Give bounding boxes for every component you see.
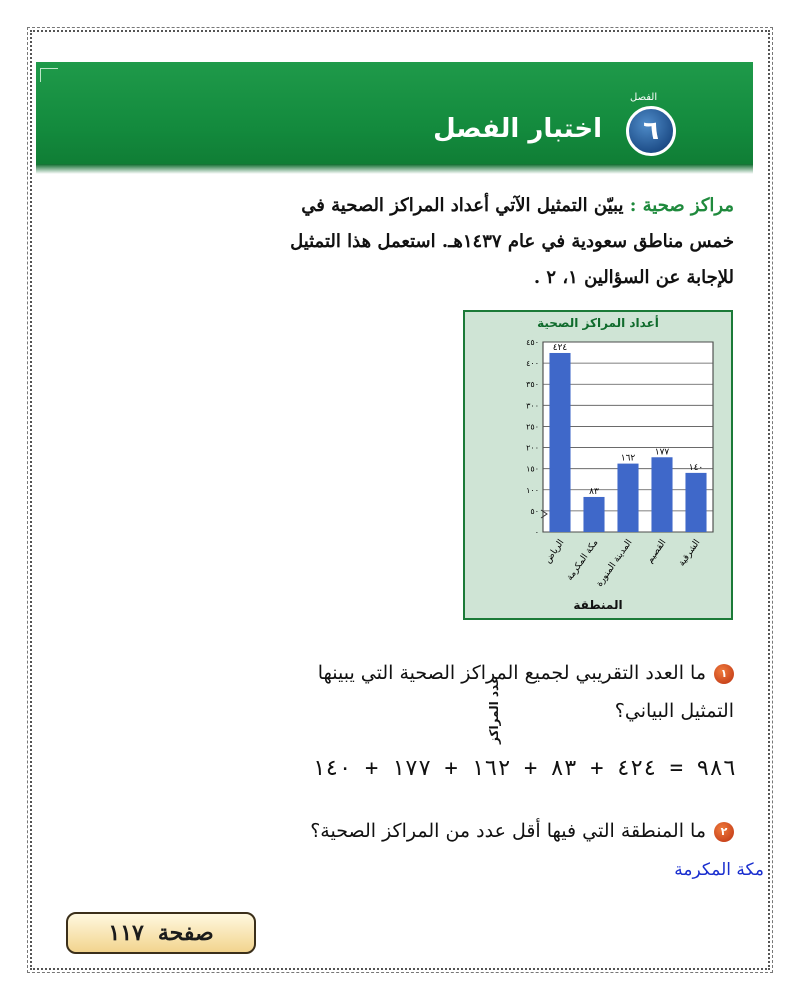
corner-mark: [40, 68, 58, 82]
bar-value-label: ١٧٧: [654, 447, 670, 458]
question-1-number: ١: [714, 664, 734, 684]
x-tick-label: الرياض: [543, 537, 567, 566]
answer-2: مكة المكرمة: [674, 860, 764, 880]
bar: [549, 353, 570, 532]
x-tick-label: الشرقية: [677, 537, 703, 569]
x-tick-label: المدينة المنورة: [594, 537, 635, 589]
bar: [617, 464, 638, 532]
intro-paragraph: [264, 188, 734, 296]
chart-x-axis-label: المنطقة: [573, 598, 623, 612]
y-tick-label: ٢٠٠: [526, 443, 539, 453]
intro-lead: مراكز صحية :: [629, 195, 734, 216]
bar-value-label: ١٦٢: [620, 453, 636, 464]
y-tick-label: ١٠٠: [526, 485, 539, 495]
bar-value-label: ٨٣: [589, 486, 599, 497]
y-tick-label: ٤٥٠: [526, 338, 539, 347]
chapter-number: ٦: [643, 116, 659, 146]
y-tick-label: ٢٥٠: [526, 422, 539, 432]
page-number: ١١٧: [108, 920, 144, 946]
bar-value-label: ٤٢٤: [552, 342, 568, 353]
x-tick-label: مكة المكرمة: [565, 537, 601, 583]
question-1-text: ما العدد التقريبي لجميع المراكز الصحية التي يبينها التمثيل البياني؟: [317, 662, 734, 722]
chart-y-axis-label: عدد المراكز: [487, 675, 501, 744]
question-1: [264, 654, 734, 730]
page-title: اختبار الفصل: [433, 114, 602, 144]
bar: [651, 457, 672, 532]
chart-title: أعداد المراكز الصحية: [537, 316, 659, 330]
y-tick-label: ٣٠٠: [526, 401, 539, 411]
chart-canvas: [465, 312, 735, 622]
y-tick-label: ٥٠: [530, 506, 539, 516]
answer-1-equation: ٩٨٦ = ٤٢٤ + ٨٣ + ١٦٢ + ١٧٧ + ١٤٠: [312, 756, 736, 781]
intro-text: يبيّن التمثيل الآتي أعداد المراكز الصحية في خمس مناطق سعودية في عام ١٤٣٧هـ. استعمل هذا التمثيل للإجابة عن السؤالين ١، ٢ .: [290, 195, 734, 288]
bar-value-label: ١٤٠: [688, 462, 704, 473]
bar: [685, 473, 706, 532]
page-label: صفحة: [157, 920, 214, 946]
bar: [583, 497, 604, 532]
chapter-label: الفصل: [630, 92, 658, 103]
question-2-text: ما المنطقة التي فيها أقل عدد من المراكز الصحية؟: [310, 820, 706, 842]
y-tick-label: ١٥٠: [526, 464, 539, 474]
x-tick-label: القصيم: [645, 537, 669, 566]
y-tick-label: ٠: [534, 528, 539, 537]
chapter-number-badge: [626, 106, 676, 156]
y-tick-label: ٣٥٠: [526, 380, 539, 390]
question-2-number: ٢: [714, 822, 734, 842]
page-number-badge: [66, 912, 256, 954]
question-2: [264, 812, 734, 850]
y-tick-label: ٤٠٠: [526, 359, 539, 369]
